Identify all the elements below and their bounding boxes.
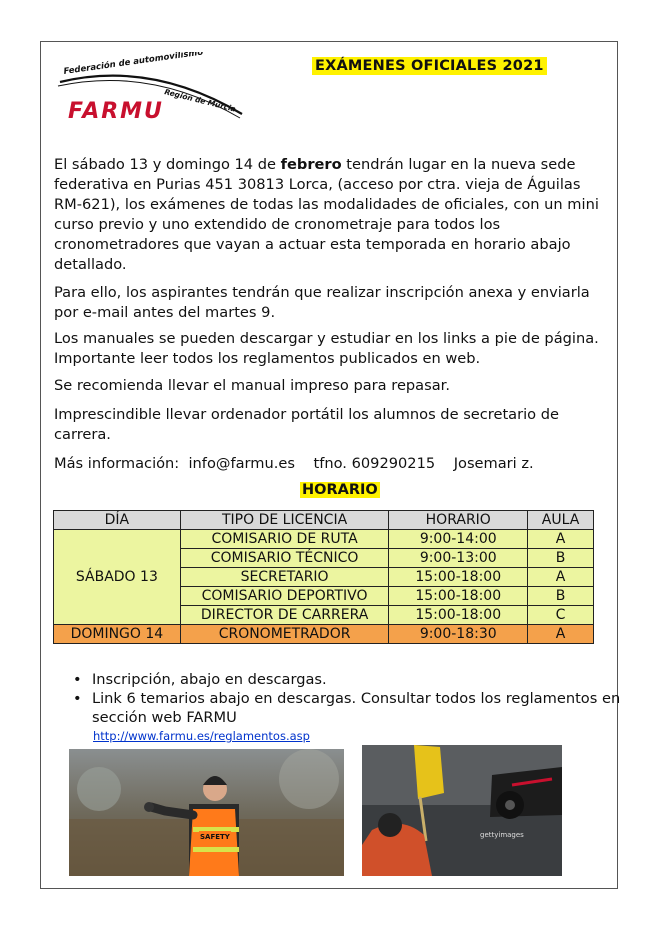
cell-horario: 9:00-18:30 — [389, 625, 528, 644]
cell-aula: A — [528, 568, 594, 587]
paragraph-manual-impreso: Se recomienda llevar el manual impreso para repasar. — [54, 377, 450, 394]
marshal-photo — [69, 749, 344, 876]
horario-title: HORARIO — [302, 482, 378, 498]
farmu-logo — [56, 52, 246, 124]
header-aula: AULA — [528, 511, 594, 530]
table-row — [54, 625, 594, 644]
table-header-row — [54, 511, 594, 530]
cell-horario: 9:00-14:00 — [389, 530, 528, 549]
intro-paragraph: El sábado 13 y domingo 14 de febrero tendrán lugar en la nueva sede federativa en Purias 451 30813 Lorca, (acceso por ctra. vieja de Águilas RM-621), los exámenes de todas las modalidades de oficiales, con un mini curso previo y uno extendido de cronometraje para todos los cronometradores que vayan a actuar esta temporada en horario abajo detallado. — [54, 156, 599, 273]
table-row — [54, 530, 594, 549]
cell-aula: A — [528, 625, 594, 644]
logo-brand: FARMU — [68, 99, 164, 124]
cell-dia-sabado: SÁBADO 13 — [54, 530, 181, 625]
header-dia: DÍA — [54, 511, 181, 530]
cell-licencia: COMISARIO DEPORTIVO — [180, 587, 389, 606]
paragraph-contacto: Más información: info@farmu.es tfno. 609290215 Josemari z. — [54, 455, 534, 472]
page-title: EXÁMENES OFICIALES 2021 — [312, 57, 547, 75]
cell-horario: 15:00-18:00 — [389, 587, 528, 606]
cell-licencia: COMISARIO TÉCNICO — [180, 549, 389, 568]
cell-aula: B — [528, 587, 594, 606]
bullet-list — [72, 670, 622, 727]
cell-aula: C — [528, 606, 594, 625]
header-horario: HORARIO — [389, 511, 528, 530]
cell-horario: 9:00-13:00 — [389, 549, 528, 568]
paragraph-inscripcion: Para ello, los aspirantes tendrán que realizar inscripción anexa y enviarla por e-mail antes del martes 9. — [54, 284, 590, 321]
paragraph-manuales: Los manuales se pueden descargar y estudiar en los links a pie de página. Importante leer todos los reglamentos publicados en web. — [54, 330, 599, 367]
cell-dia-domingo: DOMINGO 14 — [54, 625, 181, 644]
svg-text:SAFETY: SAFETY — [200, 833, 230, 841]
photo-watermark: gettyimages — [480, 831, 524, 839]
logo-line2: Región de Murcia — [163, 87, 237, 114]
schedule-table — [53, 510, 594, 644]
cell-aula: B — [528, 549, 594, 568]
cell-horario: 15:00-18:00 — [389, 606, 528, 625]
cell-licencia: CRONOMETRADOR — [180, 625, 389, 644]
cell-licencia: SECRETARIO — [180, 568, 389, 587]
cell-licencia: COMISARIO DE RUTA — [180, 530, 389, 549]
logo-line1: Federación de automovilismo — [63, 52, 204, 77]
list-item: • Link 6 temarios abajo en descargas. Consultar todos los reglamentos en sección web FARMU — [92, 689, 622, 727]
cell-aula: A — [528, 530, 594, 549]
cell-horario: 15:00-18:00 — [389, 568, 528, 587]
cell-licencia: DIRECTOR DE CARRERA — [180, 606, 389, 625]
list-item: • Inscripción, abajo en descargas. — [92, 670, 622, 689]
header-licencia: TIPO DE LICENCIA — [180, 511, 389, 530]
flag-photo — [362, 745, 562, 876]
reglamentos-link[interactable]: http://www.farmu.es/reglamentos.asp — [93, 729, 310, 743]
paragraph-ordenador: Imprescindible llevar ordenador portátil los alumnos de secretario de carrera. — [54, 406, 559, 443]
